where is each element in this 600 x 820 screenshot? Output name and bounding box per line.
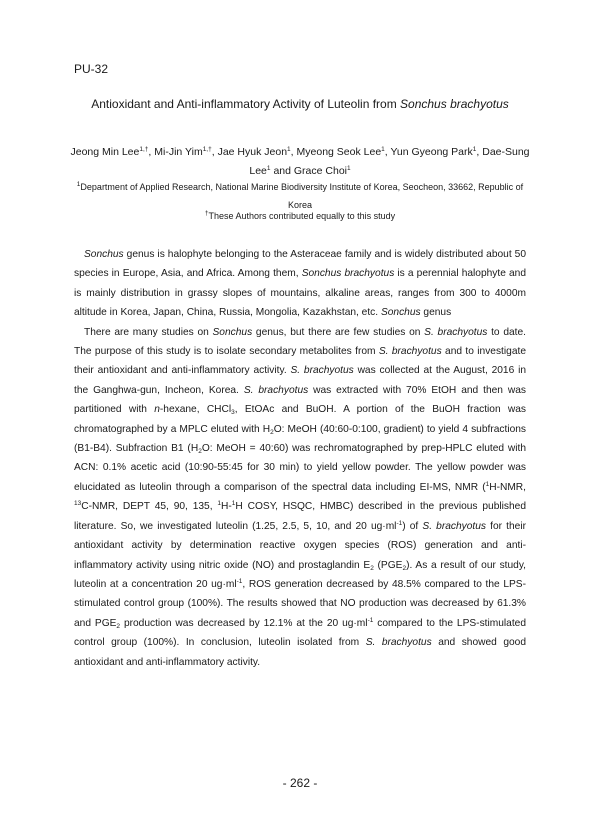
text-run: O: MeOH (40:60-0:100, gradient) to yield 4 subfractions (B1-B4). Subfraction B1 (H [74, 423, 527, 455]
text-run: , EtOAc and BuOH. A portion of the BuOH fraction was chromatographed by a MPLC eluted with H [74, 404, 527, 435]
abstract-code: PU-32 [74, 62, 109, 76]
author-separator: , [211, 146, 218, 158]
affiliation-text: Department of Applied Research, National Marine Biodiversity Institute of Korea, Seocheon, 33662, Republic of Korea [80, 182, 524, 210]
abstract-title [0, 97, 600, 111]
text-run: O: MeOH = 40:60) was rechromatographed by prep-HPLC eluted with ACN: 0.1% acetic acid (10:90-55:45 for 30 min) to yield yellow powder. The yellow powder was elucidated as luteolin through a comparison of the spectral data including EI-MS, NMR ( [74, 443, 526, 493]
text-run: S. brachyotus [365, 637, 432, 649]
text-run: S. brachyotus [378, 346, 442, 358]
text-run: Sonchus brachyotus [301, 268, 395, 280]
text-run: n [154, 404, 160, 416]
title-species: Sonchus brachyotus [400, 97, 509, 111]
author-name: Myeong Seok Lee [296, 146, 382, 158]
abstract-paragraph [74, 323, 526, 672]
author-separator: , [148, 146, 155, 158]
text-run: 1 [217, 500, 222, 508]
author-separator: , [384, 146, 391, 158]
abstract-paragraph [74, 245, 526, 323]
author-affiliation-mark: 1 [347, 165, 351, 172]
text-run: -1 [236, 577, 243, 585]
text-run: genus [420, 307, 452, 319]
text-run: -1 [396, 519, 403, 527]
text-run: C-NMR, DEPT 45, 90, 135, [81, 501, 218, 513]
text-run: genus, but there are few studies on [252, 326, 425, 338]
text-run: for their antioxidant activity by determination reactive oxygen species (ROS) generation and anti-inflammatory activity using nitric oxide (NO) and prostaglandin E [74, 520, 526, 571]
page-number: - 262 - [282, 776, 318, 790]
author-list [70, 143, 530, 181]
author-separator: , [290, 146, 297, 158]
author-name: Grace Choi [293, 165, 347, 177]
text-run: S. brachyotus [424, 326, 488, 338]
text-run: -hexane, CHCl [159, 404, 232, 416]
text-run: to date. The purpose of this study is to isolate secondary metabolites from [74, 326, 526, 358]
author-affiliation-mark: 1 [287, 146, 291, 153]
text-run: was extracted with 70% EtOH and then was partitioned with [74, 384, 526, 416]
text-run: is a perennial halophyte and is mainly distribution in grassy slopes of mountains, alkaline areas, ranges from 300 to 4000m altitude in Korea, Japan, China, Russia, Mongolia, Kazakhstan, etc. [74, 268, 526, 319]
text-run: S. brachyotus [422, 520, 487, 532]
text-run: compared to the LPS-stimulated control group (100%). In conclusion, luteolin isolated from [74, 617, 526, 649]
text-run: 3 [231, 409, 235, 417]
text-run: , ROS generation decreased by 48.5% compared to the LPS-stimulated control group (100%). The results showed that NO production was decreased by 61.3% and PGE [74, 578, 526, 629]
text-run: S. brachyotus [243, 384, 309, 396]
text-run: -1 [367, 616, 374, 624]
note-mark: † [204, 210, 209, 217]
text-run: H-NMR, [489, 481, 526, 493]
affiliation [70, 178, 530, 214]
text-run: 13 [74, 500, 82, 508]
text-run: was collected at the August, 2016 in the Ganghwa-gun, Incheon, Korea. [74, 365, 526, 396]
text-run: 2 [370, 564, 374, 572]
text-run: Sonchus [84, 249, 124, 260]
author-affiliation-mark: 1 [266, 165, 271, 172]
author-name: Mi-Jin Yim [154, 146, 203, 158]
author-name: Jae Hyuk Jeon [217, 146, 288, 158]
text-run: production was decreased by 12.1% at the 20 ug·ml [120, 617, 368, 629]
text-run: (PGE [373, 559, 403, 571]
text-run: 1 [231, 500, 236, 508]
equal-contribution-note [0, 211, 600, 221]
text-run: and showed good antioxidant and anti-inflammatory activity. [74, 637, 526, 668]
title-text: Antioxidant and Anti-inflammatory Activity of Luteolin from [91, 97, 401, 111]
author-affiliation-mark: 1,† [202, 146, 212, 153]
text-run: 2 [198, 448, 202, 456]
author-name: Yun Gyeong Park [390, 146, 473, 158]
abstract-body [74, 245, 526, 672]
text-run: and to investigate their antioxidant and anti-inflammatory activity. [74, 346, 526, 377]
text-run: 1 [485, 480, 490, 488]
affiliation-mark: 1 [76, 181, 81, 188]
text-run: H- [221, 501, 232, 513]
text-run: 2 [270, 428, 274, 436]
author-separator: and [270, 165, 294, 177]
note-text: These Authors contributed equally to this study [208, 211, 396, 221]
text-run: Sonchus [380, 307, 421, 319]
text-run: 2 [402, 564, 407, 572]
text-run: genus is halophyte belonging to the Asteraceae family and is widely distributed about 50 species in Europe, Asia, and Africa. Among them, [74, 249, 526, 280]
text-run: 2 [116, 622, 121, 630]
author-affiliation-mark: 1 [381, 146, 385, 153]
text-run: S. brachyotus [290, 365, 354, 377]
author-separator: , [476, 146, 483, 158]
text-run: ) of [402, 520, 423, 532]
text-run: There are many studies on [84, 326, 213, 338]
text-run: Sonchus [212, 326, 253, 338]
author-name: Dae-Sung Lee [249, 146, 530, 177]
text-run: ). As a result of our study, luteolin at a concentration 20 ug·ml [74, 559, 526, 590]
author-affiliation-mark: 1,† [139, 146, 149, 153]
author-name: Jeong Min Lee [70, 146, 140, 158]
text-run: H COSY, HSQC, HMBC) described in the previous published literature. So, we investigated luteolin (1.25, 2.5, 5, 10, and 20 ug·ml [74, 501, 526, 532]
author-affiliation-mark: 1 [472, 146, 477, 153]
